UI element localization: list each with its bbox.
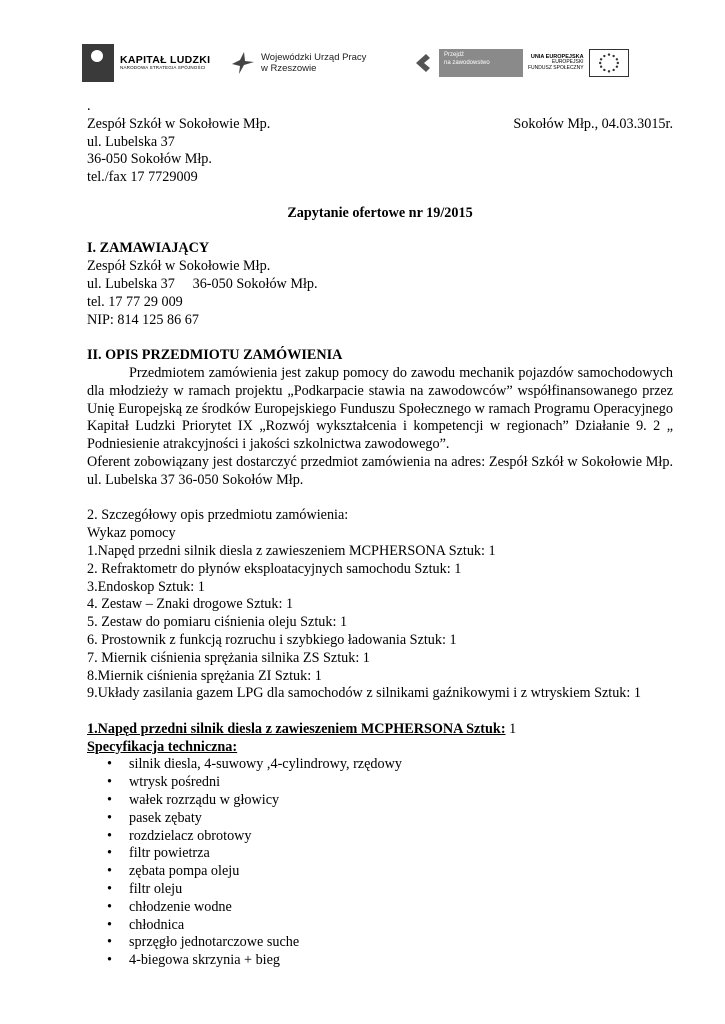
wup-line2: w Rzeszowie (261, 63, 317, 74)
spec-item: • chłodnica (129, 917, 673, 935)
spec-item: • zębata pompa oleju (129, 863, 673, 881)
bird-icon (230, 50, 256, 76)
kapital-ludzki-logo (82, 42, 210, 84)
list-item: 5. Zestaw do pomiaru ciśnienia oleju Sztuk: 1 (87, 614, 348, 631)
details-heading: 2. Szczegółowy opis przedmiotu zamówienia: (87, 507, 349, 524)
przejdz-line2: na zawodowstwo (444, 59, 490, 66)
przejdz-logo (412, 42, 523, 84)
spec-item: • silnik diesla, 4-suwowy ,4-cylindrowy, rzędowy (129, 756, 673, 774)
list-item: 6. Prostownik z funkcją rozruchu i szybkiego ładowania Sztuk: 1 (87, 631, 457, 648)
list-item: 3.Endoskop Sztuk: 1 (87, 578, 205, 595)
kl-subtitle: NARODOWA STRATEGIA SPÓJNOŚCI (120, 65, 206, 71)
ue-line2: EUROPEJSKI (551, 59, 584, 66)
ue-line3: FUNDUSZ SPOŁECZNY (528, 65, 584, 72)
spec-heading: Specyfikacja techniczna: (87, 738, 238, 755)
spec-item: • chłodzenie wodne (129, 899, 673, 917)
school-city: 36-050 Sokołów Młp. (87, 151, 212, 168)
section1-heading: I. ZAMAWIAJĄCY (87, 240, 210, 257)
section1-line: NIP: 814 125 86 67 (87, 311, 199, 328)
list-item: 8.Miernik ciśnienia sprężania ZI Sztuk: 1 (87, 667, 322, 684)
spec-item: • filtr oleju (129, 881, 673, 899)
document-date: Sokołów Młp., 04.03.3015r. (513, 115, 673, 132)
school-phone: tel./fax 17 7729009 (87, 169, 198, 186)
kapital-ludzki-icon (82, 44, 114, 82)
document-title: Zapytanie ofertowe nr 19/2015 (287, 204, 473, 221)
ue-line1: UNIA EUROPEJSKA (530, 54, 584, 61)
list-item: 1.Napęd przedni silnik diesla z zawieszeniem MCPHERSONA Sztuk: 1 (87, 542, 496, 559)
przejdz-line1: Przejdź (444, 52, 465, 58)
chevron-icon (412, 52, 436, 74)
spec-list (87, 756, 673, 970)
item1-heading-text: 1.Napęd przedni silnik diesla z zawieszeniem MCPHERSONA Sztuk: (87, 720, 506, 737)
section2-heading: II. OPIS PRZEDMIOTU ZAMÓWIENIA (87, 347, 343, 364)
section2-paragraph2: Oferent zobowiązany jest dostarczyć przedmiot zamówienia na adres: Zespół Szkół w Sokołowie Młp. ul. Lubelska 37 36-050 Sokołów Młp. (87, 453, 673, 488)
kl-title: KAPITAŁ LUDZKI (120, 54, 211, 67)
list-item: 9.Układy zasilania gazem LPG dla samochodów z silnikami gaźnikowymi i z wtryskiem Sztuk: 1 (87, 685, 641, 702)
list-item: 4. Zestaw – Znaki drogowe Sztuk: 1 (87, 596, 294, 613)
item1-heading-qty: 1 (505, 720, 517, 737)
spec-item: • rozdzielacz obrotowy (129, 828, 673, 846)
spec-item: • wtrysk pośredni (129, 774, 673, 792)
details-subheading: Wykaz pomocy (87, 525, 176, 542)
spec-item: • sprzęgło jednotarczowe suche (129, 934, 673, 952)
wup-line1: Wojewódzki Urząd Pracy (261, 51, 367, 63)
logo-bar (82, 42, 642, 84)
section1-line: ul. Lubelska 37 36-050 Sokołów Młp. (87, 275, 318, 292)
section1-line: Zespół Szkół w Sokołowie Młp. (87, 258, 271, 275)
school-name: Zespół Szkół w Sokołowie Młp. (87, 115, 271, 132)
wup-logo (230, 42, 366, 84)
list-item: 2. Refraktometr do płynów eksploatacyjnych samochodu Sztuk: 1 (87, 560, 462, 577)
eu-flag-icon (589, 49, 629, 77)
spec-item: • pasek zębaty (129, 810, 673, 828)
list-item: 7. Miernik ciśnienia sprężania silnika ZS Sztuk: 1 (87, 649, 370, 666)
document-body (87, 98, 673, 970)
school-street: ul. Lubelska 37 (87, 133, 175, 150)
stray-dot: . (87, 98, 91, 114)
spec-item: • wałek rozrządu w głowicy (129, 792, 673, 810)
spec-item: • filtr powietrza (129, 845, 673, 863)
item1-heading (87, 721, 673, 739)
section2-paragraph: Przedmiotem zamówienia jest zakup pomocy do zawodu mechanik pojazdów samochodowych dla młodzieży w ramach projektu „Podkarpacie stawia na zawodowców” współfinansowanego przez Unię Europejską ze środków Europejskiego Funduszu Społecznego w ramach Programu Operacyjnego Kapitał Ludzki Priorytet IX „Rozwój wykształcenia i kompetencji w regionach” Działanie 9. 2 „ Podniesienie atrakcyjności i jakości szkolnictwa zawodowego”. (87, 364, 673, 453)
ue-logo (528, 42, 629, 84)
section1-line: tel. 17 77 29 009 (87, 293, 183, 310)
spec-item: • 4-biegowa skrzynia + bieg (129, 952, 673, 970)
